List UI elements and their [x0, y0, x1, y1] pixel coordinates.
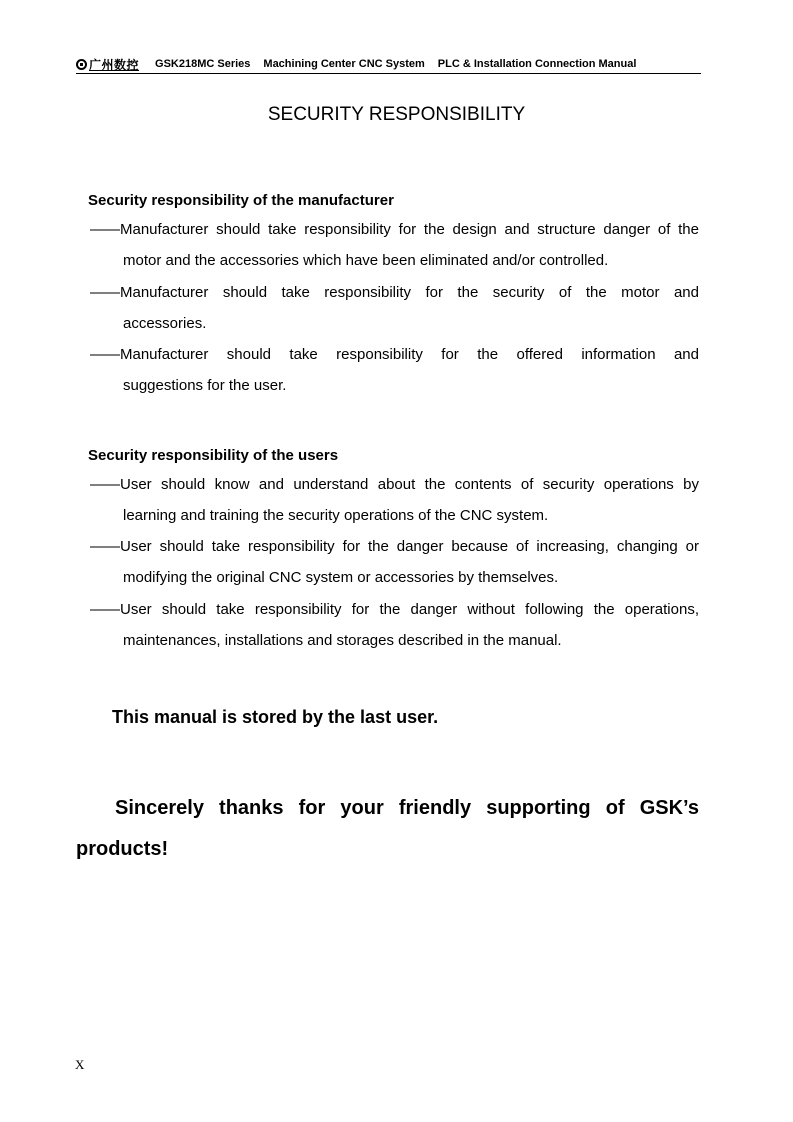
users-item-1	[90, 469, 699, 531]
paragraph-line: ——User should know and understand about the contents of security operations by	[90, 476, 699, 493]
paragraph-line: ——User should take responsibility for the danger because of increasing, changing or	[90, 538, 699, 555]
page-title: SECURITY RESPONSIBILITY	[267, 104, 526, 125]
users-item-2	[90, 531, 699, 593]
paragraph-line: learning and training the security operations of the CNC system.	[123, 507, 549, 524]
gsk-logo	[76, 56, 139, 73]
header-manual: PLC & Installation Connection Manual	[437, 58, 637, 70]
paragraph-line: suggestions for the user.	[123, 377, 287, 394]
paragraph-line: ——Manufacturer should take responsibility for the security of the motor and	[90, 284, 699, 301]
users-heading: Security responsibility of the users	[88, 447, 339, 464]
paragraph-line: ——User should take responsibility for the danger without following the operations,	[90, 601, 699, 618]
manufacturer-heading: Security responsibility of the manufacturer	[88, 192, 394, 209]
stored-note: This manual is stored by the last user.	[112, 707, 439, 727]
users-item-3	[90, 594, 699, 656]
thanks-line-1: Sincerely thanks for your friendly supporting of GSK’s	[115, 797, 699, 819]
manufacturer-item-1	[90, 214, 699, 276]
paragraph-line: modifying the original CNC system or accessories by themselves.	[123, 569, 559, 586]
thanks-line-2: products!	[76, 838, 169, 860]
manufacturer-item-3	[90, 339, 699, 401]
paragraph-line: maintenances, installations and storages described in the manual.	[123, 632, 562, 649]
logo-text: 广州数控	[89, 57, 140, 72]
page-header	[76, 55, 701, 74]
paragraph-line: motor and the accessories which have been eliminated and/or controlled.	[123, 252, 609, 269]
thanks-message	[76, 788, 699, 870]
header-system: Machining Center CNC System	[263, 58, 425, 70]
paragraph-line: ——Manufacturer should take responsibility for the design and structure danger of the	[90, 221, 699, 238]
gsk-logo-icon	[76, 59, 87, 70]
manufacturer-item-2	[90, 277, 699, 339]
header-series: GSK218MC Series	[155, 58, 251, 70]
paragraph-line: accessories.	[123, 315, 207, 332]
paragraph-line: ——Manufacturer should take responsibility for the offered information and	[90, 346, 699, 363]
page-number: X	[75, 1057, 85, 1072]
